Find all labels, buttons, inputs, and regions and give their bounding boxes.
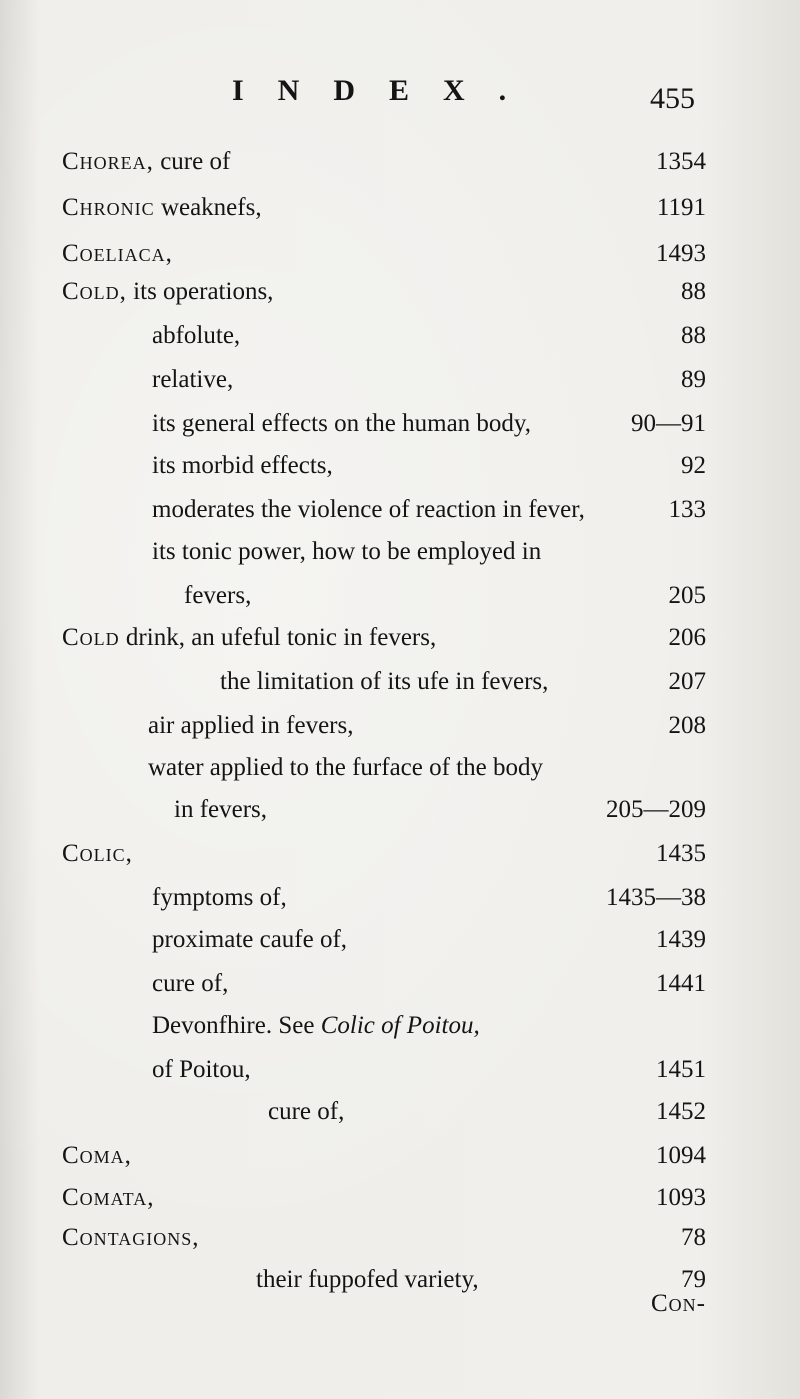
entry-page-ref: 1435 <box>656 840 706 867</box>
index-entry <box>0 530 800 574</box>
entry-text: of Poitou, <box>152 1056 251 1083</box>
index-entry <box>0 488 800 532</box>
entry-text: its tonic power, how to be employed in <box>152 538 542 565</box>
index-entry <box>0 140 800 184</box>
entry-page-ref: 88 <box>681 278 706 305</box>
index-entry <box>0 270 800 314</box>
entry-page-ref: 92 <box>681 452 706 479</box>
entry-text: proximate caufe of, <box>152 926 348 953</box>
entry-text: fevers, <box>184 582 252 609</box>
entry-text: fymptoms of, <box>152 884 287 911</box>
entry-text: in fevers, <box>174 796 268 823</box>
index-entry <box>0 832 800 876</box>
index-entry <box>0 616 800 660</box>
index-entry <box>0 1048 800 1092</box>
entry-headword: Cold <box>62 624 120 651</box>
page-heading: INDEX. <box>232 74 541 107</box>
entry-text: Devonfhire. See <box>152 1012 321 1039</box>
index-entry <box>0 444 800 488</box>
entry-page-ref: 79 <box>681 1266 706 1293</box>
index-entry <box>0 1176 800 1220</box>
index-entry <box>0 358 800 402</box>
entry-page-ref: 1094 <box>656 1142 706 1169</box>
index-entry <box>0 876 800 920</box>
entry-headword: Comata, <box>62 1184 155 1211</box>
entry-page-ref: 1354 <box>656 148 706 175</box>
entry-page-ref: 1191 <box>656 194 706 221</box>
index-entry <box>0 918 800 962</box>
entry-page-ref: 205—209 <box>606 796 706 823</box>
entry-text: their fuppofed variety, <box>256 1266 479 1293</box>
index-entry <box>0 402 800 446</box>
entry-text: abfolute, <box>152 322 241 349</box>
entry-page-ref: 206 <box>668 624 706 651</box>
entry-page-ref: 1451 <box>656 1056 706 1083</box>
index-entry <box>0 788 800 832</box>
entry-text: cure of, <box>268 1098 345 1125</box>
entry-page-ref: 205 <box>668 582 706 609</box>
page-number: 455 <box>650 82 695 115</box>
entry-page-ref: 78 <box>681 1224 706 1251</box>
index-entry <box>0 1216 800 1260</box>
index-entry <box>0 746 800 790</box>
entry-text: its operations, <box>126 278 274 305</box>
entry-text: weaknefs, <box>154 194 262 221</box>
catchword: Con- <box>651 1290 706 1317</box>
entry-page-ref: 133 <box>668 496 706 523</box>
index-entry <box>0 574 800 618</box>
entry-text: cure of <box>153 148 231 175</box>
index-entry <box>0 660 800 704</box>
entry-text: its morbid effects, <box>152 452 333 479</box>
index-entry <box>0 1090 800 1134</box>
entry-headword: Coma, <box>62 1142 132 1169</box>
entry-page-ref: 1435—38 <box>606 884 706 911</box>
entry-page-ref: 89 <box>681 366 706 393</box>
entry-headword: Contagions, <box>62 1224 200 1251</box>
entry-page-ref: 1093 <box>656 1184 706 1211</box>
entry-page-ref: 1493 <box>656 240 706 267</box>
index-entry <box>0 1134 800 1178</box>
entry-text: water applied to the furface of the body <box>148 754 543 781</box>
entry-page-ref: 88 <box>681 322 706 349</box>
entry-text: the limitation of its ufe in fevers, <box>220 668 549 695</box>
index-entry <box>0 314 800 358</box>
index-entry <box>0 186 800 230</box>
entry-page-ref: 1439 <box>656 926 706 953</box>
entry-page-ref: 1452 <box>656 1098 706 1125</box>
entry-headword: Coeliaca, <box>62 240 173 267</box>
entry-headword: Chronic <box>62 194 155 221</box>
entry-page-ref: 207 <box>668 668 706 695</box>
entry-page-ref: 208 <box>668 712 706 739</box>
cross-reference: Colic of Poitou, <box>320 1012 480 1039</box>
entry-page-ref: 1441 <box>656 970 706 997</box>
entry-text: moderates the violence of reaction in fever, <box>152 496 585 523</box>
index-entry <box>0 704 800 748</box>
index-entry <box>0 1004 800 1048</box>
index-entry <box>0 962 800 1006</box>
entry-page-ref: 90—91 <box>631 410 706 437</box>
entry-headword: Cold, <box>62 278 127 305</box>
entry-text: relative, <box>152 366 234 393</box>
entry-text: drink, an ufeful tonic in fevers, <box>119 624 437 651</box>
entry-text: its general effects on the human body, <box>152 410 532 437</box>
entry-headword: Chorea, <box>62 148 154 175</box>
entry-text: air applied in fevers, <box>148 712 354 739</box>
entry-headword: Colic, <box>62 840 133 867</box>
entry-text: cure of, <box>152 970 229 997</box>
